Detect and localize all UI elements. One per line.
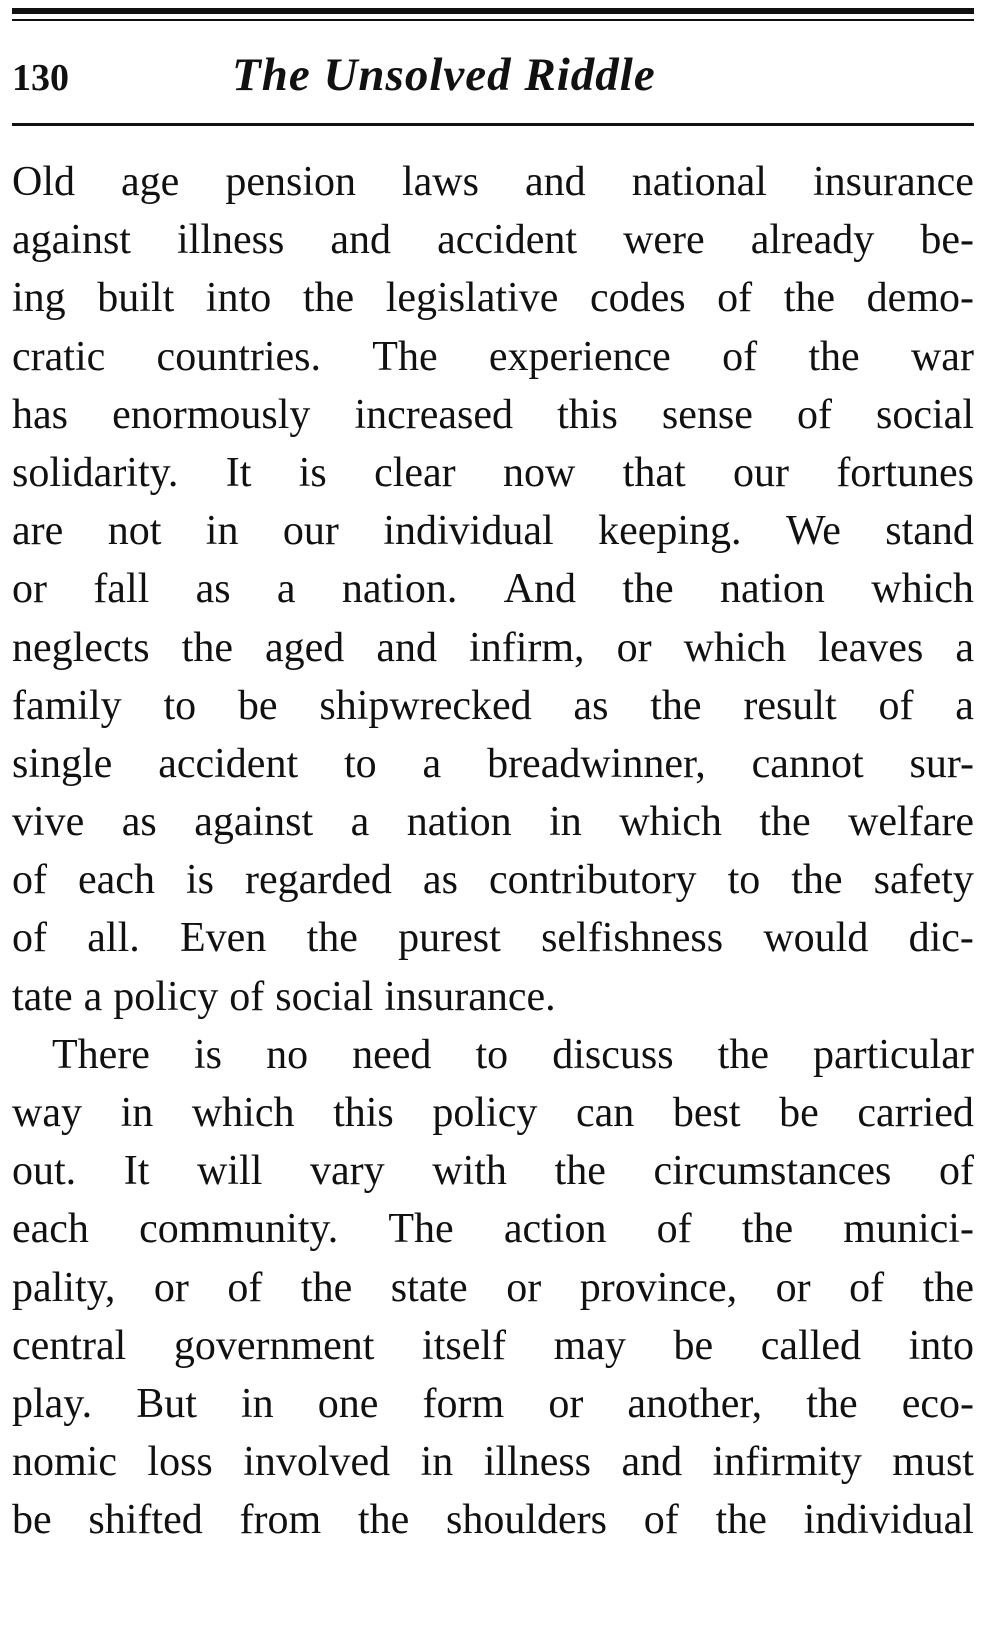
word: a [955,624,974,671]
word: codes [589,275,686,322]
word: this [333,1090,394,1136]
word: the [554,1148,606,1195]
word: policy [432,1090,538,1136]
word: individual [383,508,554,555]
word: family [12,682,122,729]
word: illness [483,1439,592,1486]
word: be [779,1090,819,1136]
word: aged [265,624,345,671]
word: out. [12,1148,77,1195]
word: were [623,217,705,264]
word: social [876,391,974,438]
page-header [12,48,974,118]
text-line [12,1433,974,1491]
paragraph [12,1026,974,1550]
word: which [191,1090,295,1136]
word: action [503,1206,607,1253]
word: increased [354,391,514,438]
word: sur- [909,740,974,787]
word: solidarity. [12,449,179,496]
word: the [717,1031,769,1078]
text-line [12,386,974,444]
word: contributory [488,857,697,904]
text-line [12,793,974,851]
word: fortunes [836,449,974,496]
word: countries. [156,333,321,380]
word: and [525,159,586,205]
word: We [785,508,841,555]
word: sense [661,391,753,438]
word: the [357,1497,410,1544]
word: be [673,1322,714,1369]
word: the [650,682,702,729]
word: central [12,1322,127,1369]
word: of [643,1497,679,1544]
word: may [553,1322,626,1369]
word: community. [139,1206,339,1253]
word: be- [920,217,974,264]
word: individual [803,1497,974,1544]
word: or [506,1264,542,1311]
word: which [683,624,787,671]
word: nation [719,566,825,613]
word: It [123,1148,150,1195]
word: the [300,1264,353,1311]
word: the [181,624,233,671]
word: this [557,391,618,438]
text-line [12,909,974,967]
word: of [722,333,758,380]
text-line [12,619,974,677]
word: as [121,799,157,846]
word: state [390,1264,468,1311]
word: tate [12,973,73,1020]
word: infirm, [469,624,585,671]
word: best [672,1090,741,1136]
text-line [12,677,974,735]
word: can [575,1090,635,1136]
word: a [83,973,103,1020]
word: into [205,275,272,322]
word: insurance. [384,973,556,1020]
word: our [282,508,339,555]
word: of [656,1206,692,1253]
word: is [298,449,327,496]
word: Even [180,915,267,962]
word: eco- [901,1380,974,1427]
word: And [503,566,577,613]
text-line [12,735,974,793]
word: particular [813,1031,974,1078]
word: would [763,915,869,962]
word: another, [627,1380,763,1427]
word: must [892,1439,974,1486]
word: and [621,1439,683,1486]
word: of [229,973,265,1020]
word: one [317,1380,379,1427]
text-line [12,1259,974,1317]
text-line [12,1084,974,1142]
word: demo- [866,275,974,322]
word: But [136,1380,197,1427]
word: with [432,1148,507,1195]
word: insurance [813,159,974,205]
text-line [12,1142,974,1200]
text-line [12,444,974,502]
body-text [12,153,974,1550]
paragraph [12,153,974,1026]
word: in [420,1439,454,1486]
word: each [12,1206,89,1253]
word: the [922,1264,974,1311]
word: against [194,799,314,846]
word: that [622,449,686,496]
word: or [616,624,652,671]
text-line [12,1375,974,1433]
word: vary [310,1148,385,1195]
word: of [227,1264,263,1311]
word: are [12,508,64,555]
word: the [741,1206,794,1253]
word: each [78,857,155,904]
word: of [938,1148,974,1195]
text-line [12,269,974,327]
word: The [388,1206,454,1253]
text-line [12,153,974,211]
text-line [12,851,974,909]
word: circumstances [653,1148,892,1195]
word: a [422,740,442,787]
word: as [195,566,231,613]
word: accident [158,740,299,787]
running-title: The Unsolved Riddle [232,49,656,101]
word: dic- [908,915,974,962]
text-line [12,1026,974,1084]
word: welfare [848,799,974,846]
word: shipwrecked [319,682,532,729]
word: already [750,217,875,264]
word: in [205,508,239,555]
word: against [12,217,131,264]
word: shifted [88,1497,203,1544]
word: government [173,1322,375,1369]
word: and [376,624,438,671]
word: enormously [112,391,311,438]
word: be [237,682,278,729]
header-rule [12,123,974,126]
word: as [422,857,458,904]
word: the [306,915,358,962]
word: way [12,1090,82,1136]
word: experience [488,333,671,380]
word: accident [437,217,578,264]
word: itself [422,1322,507,1369]
word: pension [225,159,356,205]
word: the [783,275,836,322]
word: province, [579,1264,738,1311]
word: age [121,159,180,205]
text-line [12,968,974,1026]
word: regarded [245,857,392,904]
word: which [619,799,722,846]
text-line [12,1200,974,1258]
word: discuss [552,1031,674,1078]
word: nomic [12,1439,117,1486]
word: The [372,333,438,380]
word: is [185,857,214,904]
word: keeping. [598,508,742,555]
word: pality, [12,1264,116,1311]
word: vive [12,799,85,846]
word: war [910,333,974,380]
word: all. [87,915,140,962]
word: no [266,1031,309,1078]
word: from [239,1497,322,1544]
word: laws [402,159,479,205]
word: nation [406,799,512,846]
word: the [759,799,811,846]
word: a [350,799,370,846]
word: legislative [385,275,559,322]
word: has [12,391,68,438]
word: to [727,857,761,904]
word: need [352,1031,432,1078]
text-line [12,211,974,269]
word: the [791,857,843,904]
word: selfishness [541,915,724,962]
word: safety [873,857,974,904]
word: single [12,740,113,787]
word: form [422,1380,505,1427]
word: It [225,449,252,496]
text-line [12,1491,974,1549]
word: into [908,1322,974,1369]
word: as [573,682,609,729]
word: of [796,391,832,438]
word: purest [398,915,501,962]
word: of [12,857,47,904]
word: the [806,1380,858,1427]
word: policy [113,973,219,1020]
word: in [120,1090,154,1136]
word: of [12,915,47,962]
word: will [197,1148,263,1195]
word: and [330,217,392,264]
word: a [276,566,296,613]
word: ing [12,275,66,322]
text-line [12,502,974,560]
word: the [302,275,355,322]
word: loss [147,1439,213,1486]
word: or [775,1264,811,1311]
word: munici- [843,1206,974,1253]
word: is [194,1031,223,1078]
word: in [241,1380,274,1427]
word: clear [374,449,456,496]
word: leaves [818,624,924,671]
word: called [760,1322,862,1369]
top-rule-thick [12,8,974,14]
word: There [52,1031,150,1078]
word: the [715,1497,767,1544]
word: or [153,1264,189,1311]
word: carried [857,1090,974,1136]
page-number: 130 [12,57,69,99]
word: social [275,973,374,1020]
word: which [871,566,974,613]
top-rule-thin [12,19,974,21]
word: to [343,740,377,787]
word: be [12,1497,52,1544]
word: breadwinner, [487,740,706,787]
word: in [549,799,582,846]
word: illness [177,217,285,264]
text-line [12,328,974,386]
word: the [622,566,674,613]
word: national [631,159,767,205]
word: result [743,682,837,729]
word: or [12,566,47,613]
word: stand [885,508,974,555]
word: not [107,508,162,555]
word: cratic [12,333,106,380]
word: Old [12,159,75,205]
word: neglects [12,624,150,671]
word: to [475,1031,509,1078]
text-line [12,1317,974,1375]
word: to [163,682,197,729]
word: of [717,275,753,322]
word: a [955,682,974,729]
word: our [732,449,789,496]
text-line [12,560,974,618]
word: nation. [341,566,458,613]
word: play. [12,1380,93,1427]
word: of [849,1264,885,1311]
word: now [503,449,576,496]
word: shoulders [446,1497,607,1544]
word: fall [93,566,150,613]
word: the [808,333,860,380]
word: built [97,275,175,322]
word: cannot [751,740,864,787]
word: involved [243,1439,391,1486]
word: infirmity [712,1439,862,1486]
word: of [878,682,914,729]
word: or [548,1380,584,1427]
